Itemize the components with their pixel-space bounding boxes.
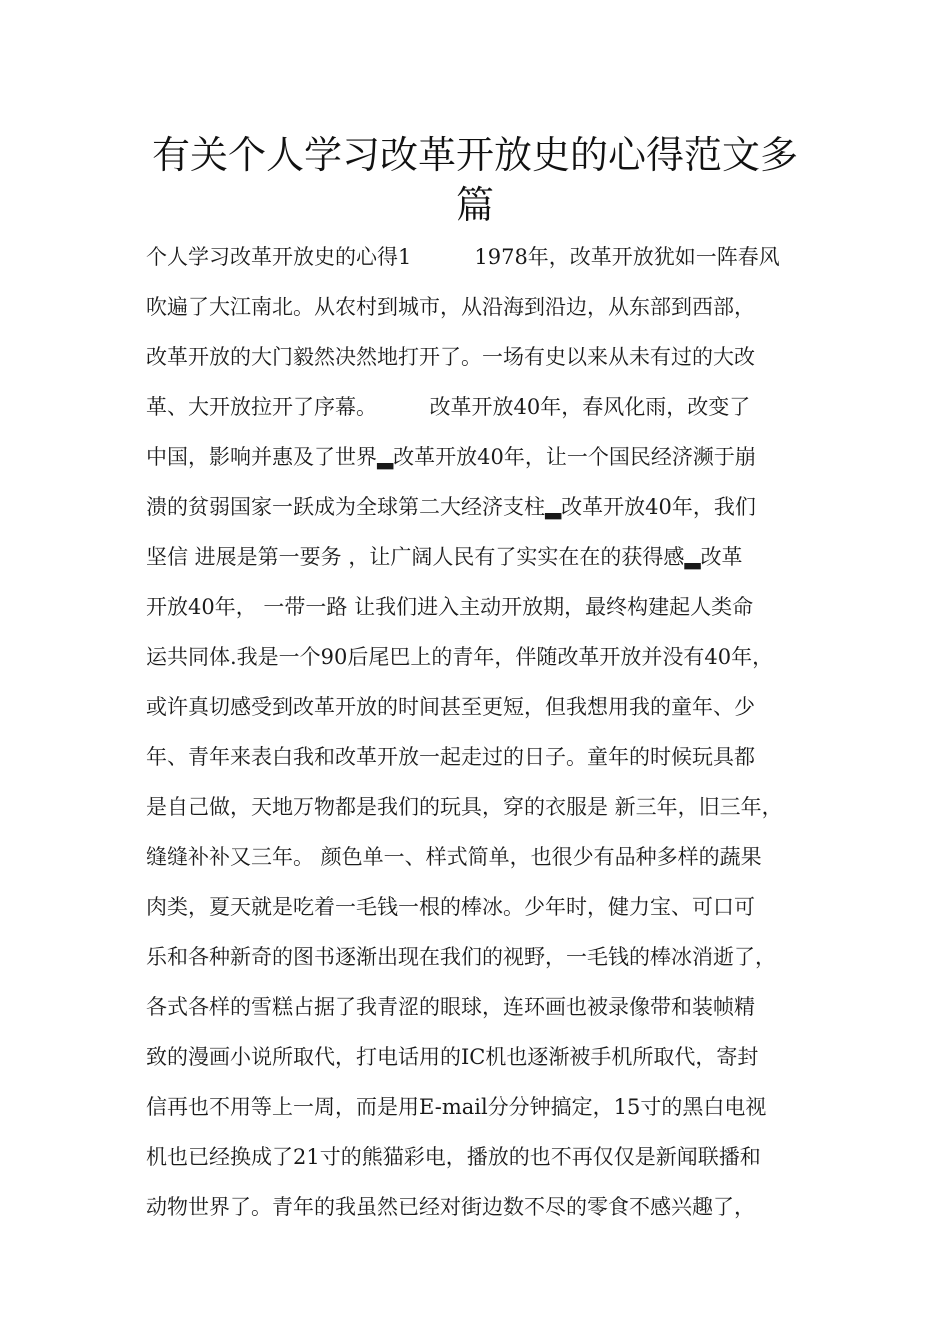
body-line: 致的漫画小说所取代，打电话用的IC机也逐渐被手机所取代，寄封 — [146, 1045, 759, 1069]
title-line-1: 有关个人学习改革开放史的心得范文多 — [151, 133, 798, 177]
body-line: 肉类，夏天就是吃着一毛钱一根的棒冰。少年时，健力宝、可口可 — [146, 895, 755, 919]
body-line: 坚信 进展是第一要务 ，让广阔人民有了实实在在的获得感▂改革 — [146, 545, 743, 569]
body-line: 乐和各种新奇的图书逐渐出现在我们的视野，一毛钱的棒冰消逝了， — [146, 945, 776, 969]
document-body — [146, 232, 836, 1232]
body-line: 信再也不用等上一周，而是用E-mail分分钟搞定，15寸的黑白电视 — [146, 1095, 767, 1119]
body-line: 或许真切感受到改革开放的时间甚至更短，但我想用我的童年、少 — [146, 695, 755, 719]
document-title — [130, 130, 820, 230]
body-line: 溃的贫弱国家一跃成为全球第二大经济支柱▂改革开放40年，我们 — [146, 495, 756, 519]
body-line: 革、大开放拉开了序幕。 改革开放40年，春风化雨，改变了 — [146, 395, 751, 419]
body-line: 中国，影响并惠及了世界▂改革开放40年，让一个国民经济濒于崩 — [146, 445, 756, 469]
body-line: 运共同体.我是一个90后尾巴上的青年，伴随改革开放并没有40年， — [146, 645, 774, 669]
body-line: 开放40年， 一带一路 让我们进入主动开放期，最终构建起人类命 — [146, 595, 754, 619]
body-line: 动物世界了。青年的我虽然已经对街边数不尽的零食不感兴趣了， — [146, 1195, 755, 1219]
title-line-2: 篇 — [455, 183, 494, 227]
body-line: 缝缝补补又三年。 颜色单一、样式简单，也很少有品种多样的蔬果 — [146, 845, 762, 869]
body-line: 年、青年来表白我和改革开放一起走过的日子。童年的时候玩具都 — [146, 745, 755, 769]
body-line: 个人学习改革开放史的心得1 1978年，改革开放犹如一阵春风 — [146, 245, 780, 269]
body-line: 机也已经换成了21寸的熊猫彩电，播放的也不再仅仅是新闻联播和 — [146, 1145, 761, 1169]
body-line: 吹遍了大江南北。从农村到城市，从沿海到沿边，从东部到西部， — [146, 295, 755, 319]
body-line: 各式各样的雪糕占据了我青涩的眼球，连环画也被录像带和装帧精 — [146, 995, 755, 1019]
body-line: 改革开放的大门毅然决然地打开了。一场有史以来从未有过的大改 — [146, 345, 755, 369]
body-line: 是自己做，天地万物都是我们的玩具，穿的衣服是 新三年，旧三年， — [146, 795, 783, 819]
